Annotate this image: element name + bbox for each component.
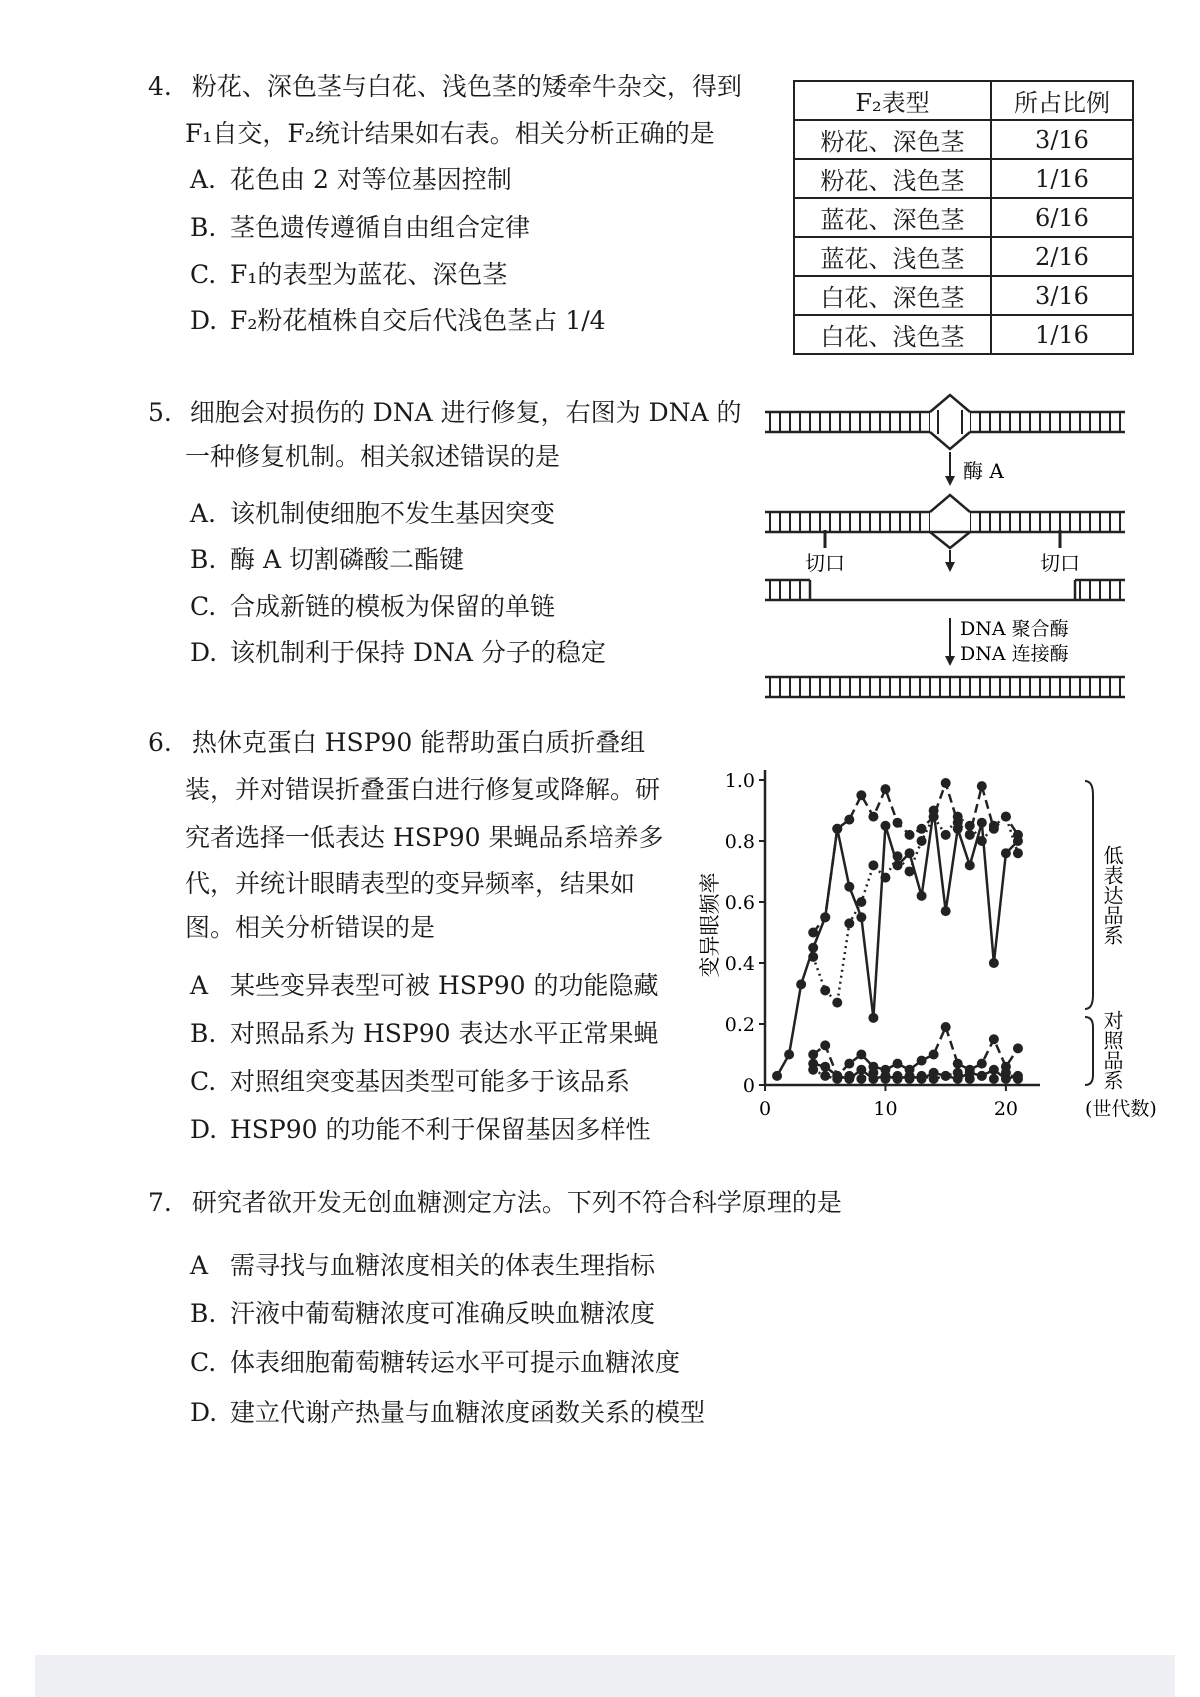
data-point [941, 778, 951, 788]
data-point [808, 1050, 818, 1060]
option-text: 花色由 2 对等位基因控制 [230, 165, 512, 194]
cut-label-left: 切口 [805, 551, 845, 575]
data-point [965, 830, 975, 840]
data-point [905, 1074, 915, 1084]
option-letter: C. [190, 260, 217, 289]
question-5-stem [148, 398, 742, 428]
data-point [977, 1059, 987, 1069]
data-point [856, 1065, 866, 1075]
data-point [808, 952, 818, 962]
table-row [794, 120, 1133, 159]
data-point [844, 918, 854, 928]
data-point [868, 812, 878, 822]
option-text: 合成新链的模板为保留的单链 [230, 592, 556, 621]
data-point [905, 848, 915, 858]
data-point [977, 836, 987, 846]
option-d[interactable] [190, 1393, 705, 1429]
mutation-frequency-chart [690, 745, 1160, 1130]
option-b[interactable] [190, 540, 464, 576]
data-point [832, 998, 842, 1008]
table-cell: 白花、浅色茎 [794, 315, 991, 354]
question-text: 热休克蛋白 HSP90 能帮助蛋白质折叠组 [191, 728, 646, 757]
option-letter: D. [190, 1398, 218, 1427]
data-point [844, 1059, 854, 1069]
polymerase-label: DNA 聚合酶 [960, 618, 1069, 640]
gapped-dna-strand [765, 580, 1125, 600]
data-point [893, 1059, 903, 1069]
option-a[interactable] [190, 966, 658, 1002]
option-text: 该机制利于保持 DNA 分子的稳定 [230, 638, 606, 667]
data-point [820, 1062, 830, 1072]
enzyme-a-label: 酶 A [963, 459, 1004, 483]
data-point [977, 1071, 987, 1081]
data-point [953, 1068, 963, 1078]
ligase-label: DNA 连接酶 [960, 643, 1069, 665]
table-cell: 粉花、浅色茎 [794, 159, 991, 198]
option-text: 对照品系为 HSP90 表达水平正常果蝇 [230, 1019, 659, 1048]
option-text: 某些变异表型可被 HSP90 的功能隐藏 [230, 971, 659, 1000]
data-point [784, 1050, 794, 1060]
y-tick-label: 0.4 [724, 953, 755, 975]
table-cell: 白花、深色茎 [794, 276, 991, 315]
data-point [1013, 1074, 1023, 1084]
question-number: 6. [148, 728, 172, 757]
data-point [953, 812, 963, 822]
option-a[interactable] [190, 160, 512, 196]
option-d[interactable] [190, 1110, 651, 1146]
option-letter: C. [190, 1348, 217, 1377]
data-point [1013, 1043, 1023, 1053]
option-text: 茎色遗传遵循自由组合定律 [230, 213, 531, 242]
table-cell: 2/16 [991, 237, 1133, 276]
data-point [1001, 812, 1011, 822]
table-cell: 3/16 [991, 276, 1133, 315]
data-point [917, 1071, 927, 1081]
option-letter: A. [190, 499, 217, 528]
option-letter: D. [190, 638, 218, 667]
data-point [808, 943, 818, 953]
table-cell: 1/16 [991, 315, 1133, 354]
damaged-dna-strand [765, 395, 1125, 449]
data-point [868, 1013, 878, 1023]
series-line-low-dotted [813, 817, 1018, 1003]
option-letter: B. [190, 545, 217, 574]
option-text: 该机制使细胞不发生基因突变 [230, 499, 556, 528]
data-point [965, 1074, 975, 1084]
data-point [832, 1074, 842, 1084]
chart-series-group [772, 778, 1023, 1084]
y-tick-label: 0.8 [724, 831, 755, 853]
data-point [772, 1071, 782, 1081]
data-point [1001, 1068, 1011, 1078]
option-c[interactable] [190, 1062, 630, 1098]
data-point [880, 821, 890, 831]
question-7-stem [148, 1188, 842, 1218]
arrow-down-icon [945, 452, 955, 486]
control-group-bracket [1085, 1017, 1093, 1085]
option-letter: D. [190, 306, 218, 335]
data-point [965, 821, 975, 831]
question-text: 粉花、深色茎与白花、浅色茎的矮牵牛杂交，得到 [191, 72, 742, 101]
data-point [977, 781, 987, 791]
data-point [820, 912, 830, 922]
data-point [941, 830, 951, 840]
x-tick-label: 0 [758, 1098, 772, 1120]
data-point [832, 824, 842, 834]
data-point [917, 836, 927, 846]
control-group-label: 对照品系 [1100, 1010, 1124, 1090]
option-letter: A. [190, 165, 217, 194]
data-point [820, 1071, 830, 1081]
data-point [844, 815, 854, 825]
table-row [794, 237, 1133, 276]
data-point [856, 912, 866, 922]
question-text: 细胞会对损伤的 DNA 进行修复，右图为 DNA 的 [189, 398, 742, 427]
option-letter: B. [190, 213, 217, 242]
y-axis-label: 变异眼频率 [698, 872, 722, 978]
data-point [905, 867, 915, 877]
f2-phenotype-table [793, 80, 1134, 355]
question-text: 图。相关分析错误的是 [185, 913, 436, 942]
cut-label-right: 切口 [1040, 551, 1080, 575]
option-text: 对照组突变基因类型可能多于该品系 [230, 1067, 631, 1096]
data-point [929, 1050, 939, 1060]
question-text: 研究者欲开发无创血糖测定方法。下列不符合科学原理的是 [191, 1188, 842, 1217]
table-cell: 6/16 [991, 198, 1133, 237]
low-group-bracket [1085, 781, 1093, 1009]
series-line-control-dashed [813, 1027, 1018, 1076]
data-point [917, 1056, 927, 1066]
option-c[interactable] [190, 1343, 680, 1379]
option-text: F₁的表型为蓝花、深色茎 [230, 260, 508, 289]
question-text: F₁自交，F₂统计结果如右表。相关分析正确的是 [185, 119, 715, 148]
question-text: 究者选择一低表达 HSP90 果蝇品系培养多 [185, 823, 664, 852]
table-header: 所占比例 [991, 81, 1133, 120]
table-row [794, 198, 1133, 237]
x-tick-label: 10 [873, 1098, 898, 1120]
data-point [868, 1068, 878, 1078]
data-point [989, 821, 999, 831]
data-point [977, 818, 987, 828]
data-point [868, 860, 878, 870]
data-point [893, 851, 903, 861]
x-tick-label: 20 [993, 1098, 1019, 1120]
repaired-dna-strand [765, 677, 1125, 697]
table-row [794, 276, 1133, 315]
question-number: 5. [148, 398, 172, 427]
data-point [808, 1065, 818, 1075]
table-cell: 蓝花、深色茎 [794, 198, 991, 237]
data-point [989, 1065, 999, 1075]
option-d[interactable] [190, 633, 606, 669]
y-tick-label: 0 [742, 1075, 755, 1097]
y-tick-label: 0.6 [724, 892, 755, 914]
data-point [1001, 848, 1011, 858]
option-text: 需寻找与血糖浓度相关的体表生理指标 [230, 1251, 656, 1280]
data-point [856, 790, 866, 800]
question-number: 7. [148, 1188, 172, 1217]
question-4-stem [148, 72, 742, 102]
option-b[interactable] [190, 1014, 658, 1050]
data-point [905, 1065, 915, 1075]
data-point [929, 812, 939, 822]
data-point [941, 1022, 951, 1032]
data-point [844, 882, 854, 892]
data-point [965, 860, 975, 870]
option-a[interactable] [190, 494, 555, 530]
data-point [989, 958, 999, 968]
option-c[interactable] [190, 587, 555, 623]
data-point [905, 830, 915, 840]
data-point [856, 897, 866, 907]
question-text: 一种修复机制。相关叙述错误的是 [185, 442, 561, 471]
option-letter: D. [190, 1115, 218, 1144]
data-point [893, 1071, 903, 1081]
option-a[interactable] [190, 1246, 655, 1282]
data-point [880, 784, 890, 794]
dna-repair-diagram [755, 390, 1135, 710]
data-point [893, 860, 903, 870]
table-header: F₂表型 [794, 81, 991, 120]
data-point [808, 928, 818, 938]
data-point [1013, 830, 1023, 840]
y-tick-label: 1.0 [724, 770, 755, 792]
option-text: 酶 A 切割磷酸二酯键 [230, 545, 464, 574]
option-b[interactable] [190, 1294, 655, 1330]
question-6-stem [148, 728, 645, 758]
data-point [917, 824, 927, 834]
data-point [917, 891, 927, 901]
option-letter: B. [190, 1299, 217, 1328]
data-point [965, 1065, 975, 1075]
data-point [856, 1050, 866, 1060]
table-cell: 粉花、深色茎 [794, 120, 991, 159]
data-point [820, 1040, 830, 1050]
option-b[interactable] [190, 208, 530, 244]
data-point [1013, 848, 1023, 858]
data-point [820, 985, 830, 995]
arrow-down-icon [945, 618, 955, 666]
question-number: 4. [148, 72, 172, 101]
table-cell: 1/16 [991, 159, 1133, 198]
data-point [953, 1059, 963, 1069]
x-axis-label: (世代数) [1085, 1098, 1157, 1120]
option-letter: A [190, 971, 209, 1000]
data-point [893, 818, 903, 828]
table-header-row [794, 81, 1133, 120]
data-point [989, 1034, 999, 1044]
data-point [941, 1071, 951, 1081]
table-row [794, 315, 1133, 354]
option-text: 汗液中葡萄糖浓度可准确反映血糖浓度 [230, 1299, 656, 1328]
data-point [856, 1074, 866, 1084]
option-text: HSP90 的功能不利于保留基因多样性 [230, 1115, 651, 1144]
data-point [844, 1071, 854, 1081]
data-point [989, 1074, 999, 1084]
option-letter: C. [190, 592, 217, 621]
table-row [794, 159, 1133, 198]
option-text: 体表细胞葡萄糖转运水平可提示血糖浓度 [230, 1348, 681, 1377]
scan-edge-band [35, 1655, 1175, 1697]
option-d[interactable] [190, 301, 606, 337]
data-point [880, 873, 890, 883]
data-point [796, 979, 806, 989]
data-point [941, 906, 951, 916]
option-text: F₂粉花植株自交后代浅色茎占 1/4 [230, 306, 606, 335]
data-point [880, 1065, 890, 1075]
table-cell: 蓝花、浅色茎 [794, 237, 991, 276]
data-point [880, 1074, 890, 1084]
cut-dna-strand [765, 495, 1125, 548]
option-letter: C. [190, 1067, 217, 1096]
data-point [929, 1074, 939, 1084]
question-text: 代，并统计眼睛表型的变异频率，结果如 [185, 869, 636, 898]
option-letter: A [190, 1251, 209, 1280]
option-letter: B. [190, 1019, 217, 1048]
table-cell: 3/16 [991, 120, 1133, 159]
arrow-down-icon [945, 550, 955, 572]
option-c[interactable] [190, 255, 507, 291]
y-tick-label: 0.2 [724, 1014, 755, 1036]
option-text: 建立代谢产热量与血糖浓度函数关系的模型 [230, 1398, 706, 1427]
low-group-label: 低表达品系 [1100, 845, 1124, 945]
question-text: 装，并对错误折叠蛋白进行修复或降解。研 [185, 775, 661, 804]
